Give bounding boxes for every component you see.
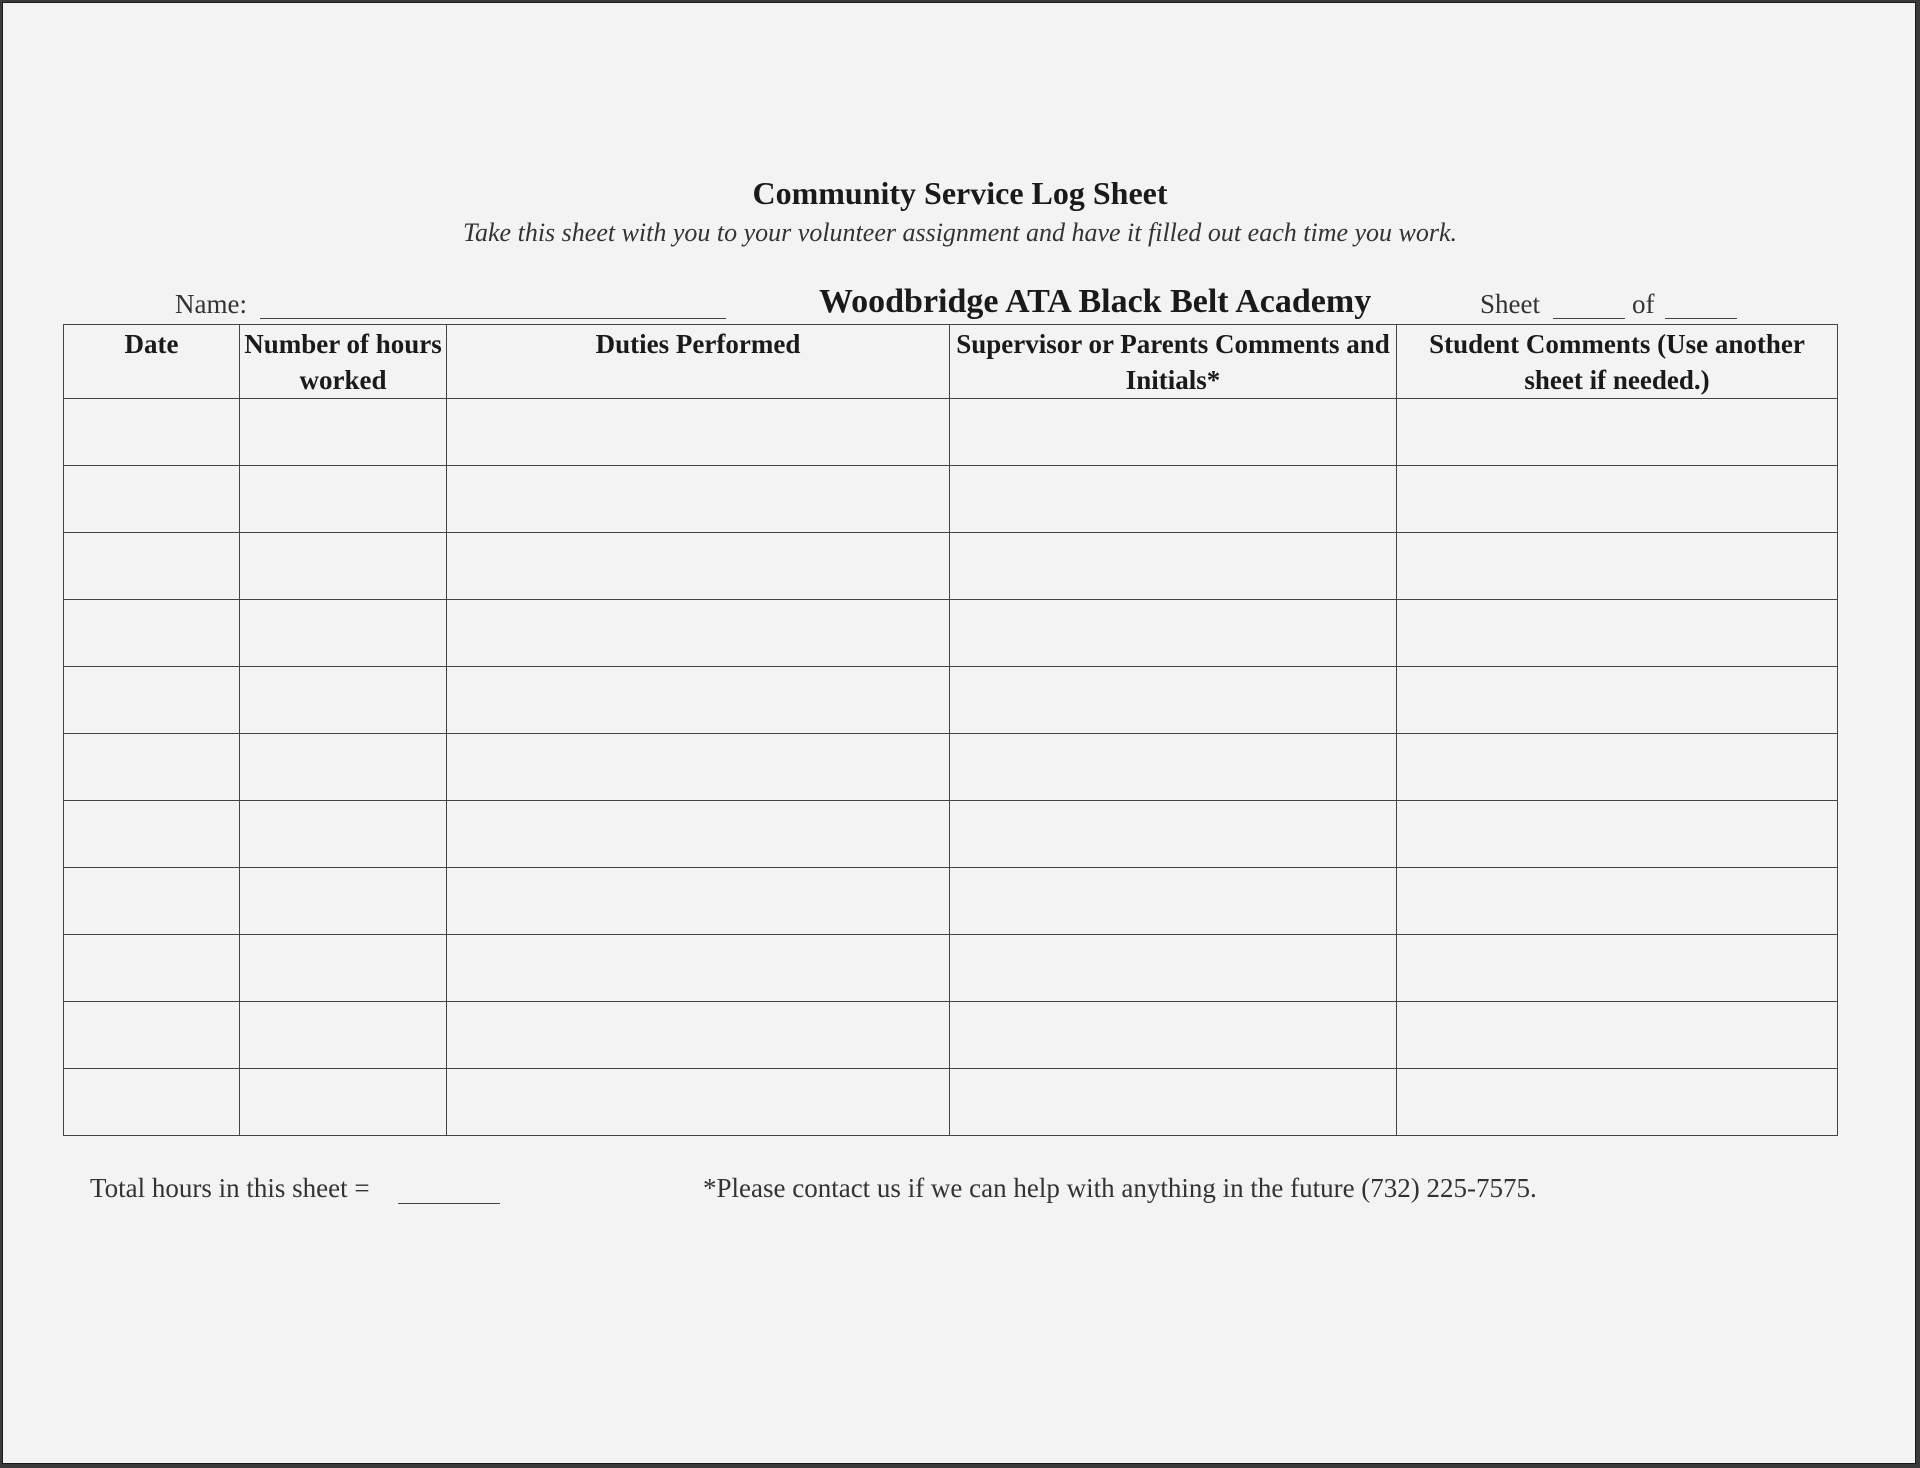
hours-cell[interactable] [240, 935, 447, 1002]
student-comments-cell[interactable] [1397, 1069, 1838, 1136]
date-cell[interactable] [64, 667, 240, 734]
name-label: Name: [175, 289, 247, 319]
date-cell[interactable] [64, 600, 240, 667]
column-header-date: Date [64, 325, 240, 399]
hours-cell[interactable] [240, 1002, 447, 1069]
log-table [63, 324, 1838, 1136]
sheet-label: Sheet [1480, 289, 1540, 319]
duties-cell[interactable] [447, 734, 950, 801]
table-row [64, 868, 1838, 935]
student-comments-cell[interactable] [1397, 935, 1838, 1002]
student-comments-cell[interactable] [1397, 801, 1838, 868]
total-hours-label: Total hours in this sheet = [90, 1173, 370, 1203]
hours-cell[interactable] [240, 600, 447, 667]
column-header-supervisor-comments: Supervisor or Parents Comments and Initials* [950, 325, 1397, 399]
hours-cell[interactable] [240, 399, 447, 466]
table-row [64, 399, 1838, 466]
hours-cell[interactable] [240, 533, 447, 600]
table-row [64, 600, 1838, 667]
duties-cell[interactable] [447, 1002, 950, 1069]
supervisor-comments-cell[interactable] [950, 868, 1397, 935]
contact-note: *Please contact us if we can help with anything in the future (732) 225-7575. [703, 1173, 1537, 1203]
log-sheet-page [2, 2, 1916, 1464]
student-comments-cell[interactable] [1397, 399, 1838, 466]
table-row [64, 935, 1838, 1002]
sheet-total-field-line[interactable] [1665, 318, 1737, 319]
date-cell[interactable] [64, 868, 240, 935]
student-comments-cell[interactable] [1397, 734, 1838, 801]
date-cell[interactable] [64, 466, 240, 533]
date-cell[interactable] [64, 801, 240, 868]
hours-cell[interactable] [240, 868, 447, 935]
hours-cell[interactable] [240, 667, 447, 734]
supervisor-comments-cell[interactable] [950, 667, 1397, 734]
student-comments-cell[interactable] [1397, 667, 1838, 734]
supervisor-comments-cell[interactable] [950, 533, 1397, 600]
hours-cell[interactable] [240, 734, 447, 801]
organization-name: Woodbridge ATA Black Belt Academy [819, 283, 1372, 320]
table-row [64, 466, 1838, 533]
column-header-duties: Duties Performed [447, 325, 950, 399]
supervisor-comments-cell[interactable] [950, 600, 1397, 667]
duties-cell[interactable] [447, 935, 950, 1002]
date-cell[interactable] [64, 1002, 240, 1069]
date-cell[interactable] [64, 1069, 240, 1136]
page-title: Community Service Log Sheet [752, 175, 1168, 211]
date-cell[interactable] [64, 935, 240, 1002]
page-subtitle: Take this sheet with you to your volunteer assignment and have it filled out each time you work. [462, 218, 1458, 247]
supervisor-comments-cell[interactable] [950, 734, 1397, 801]
supervisor-comments-cell[interactable] [950, 1002, 1397, 1069]
hours-cell[interactable] [240, 1069, 447, 1136]
supervisor-comments-cell[interactable] [950, 399, 1397, 466]
student-comments-cell[interactable] [1397, 533, 1838, 600]
sheet-number-field-line[interactable] [1553, 318, 1625, 319]
hours-cell[interactable] [240, 801, 447, 868]
table-row [64, 1002, 1838, 1069]
student-comments-cell[interactable] [1397, 868, 1838, 935]
duties-cell[interactable] [447, 1069, 950, 1136]
duties-cell[interactable] [447, 667, 950, 734]
table-row [64, 1069, 1838, 1136]
duties-cell[interactable] [447, 801, 950, 868]
duties-cell[interactable] [447, 600, 950, 667]
student-comments-cell[interactable] [1397, 600, 1838, 667]
date-cell[interactable] [64, 533, 240, 600]
hours-cell[interactable] [240, 466, 447, 533]
student-comments-cell[interactable] [1397, 466, 1838, 533]
table-header-row [64, 325, 1838, 399]
duties-cell[interactable] [447, 533, 950, 600]
table-row [64, 533, 1838, 600]
table-row [64, 801, 1838, 868]
supervisor-comments-cell[interactable] [950, 801, 1397, 868]
column-header-student-comments: Student Comments (Use another sheet if needed.) [1397, 325, 1838, 399]
table-row [64, 734, 1838, 801]
supervisor-comments-cell[interactable] [950, 466, 1397, 533]
duties-cell[interactable] [447, 868, 950, 935]
date-cell[interactable] [64, 734, 240, 801]
date-cell[interactable] [64, 399, 240, 466]
table-row [64, 667, 1838, 734]
total-hours-field-line[interactable] [398, 1203, 500, 1204]
of-label: of [1632, 289, 1655, 319]
duties-cell[interactable] [447, 399, 950, 466]
duties-cell[interactable] [447, 466, 950, 533]
table-body [64, 399, 1838, 1136]
supervisor-comments-cell[interactable] [950, 1069, 1397, 1136]
column-header-hours: Number of hours worked [240, 325, 447, 399]
name-field-line[interactable] [260, 318, 726, 319]
student-comments-cell[interactable] [1397, 1002, 1838, 1069]
supervisor-comments-cell[interactable] [950, 935, 1397, 1002]
